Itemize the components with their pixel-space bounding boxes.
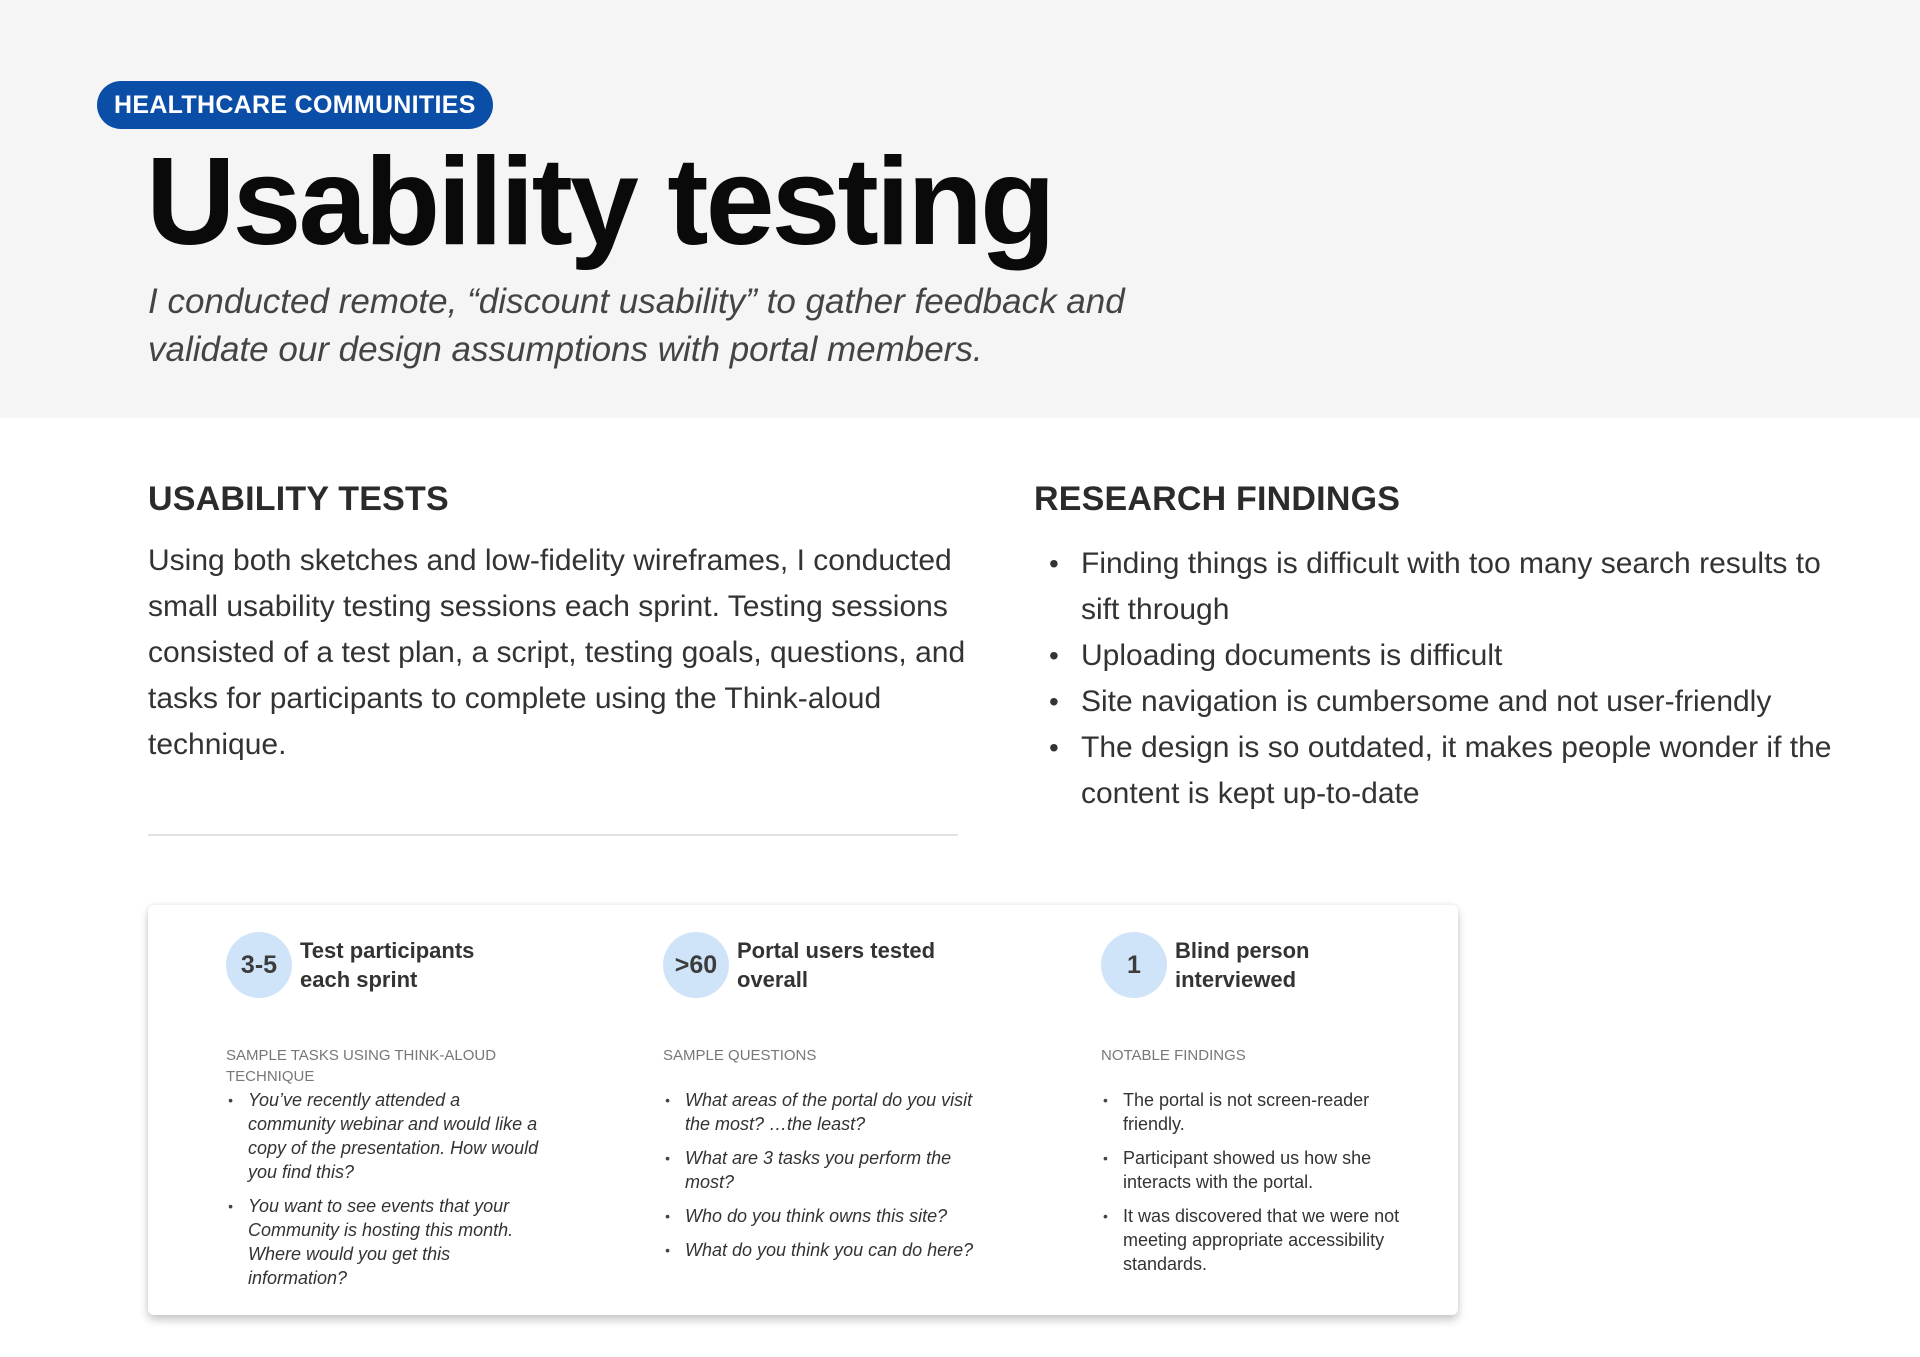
finding-item: • Site navigation is cumbersome and not user-friendly <box>1034 679 1834 725</box>
stat-label: Blind person interviewed <box>1175 938 1310 992</box>
list-item: • Participant showed us how she interacts with the portal. <box>1101 1146 1421 1194</box>
usability-tests-heading: USABILITY TESTS <box>148 480 449 518</box>
research-findings-heading: RESEARCH FINDINGS <box>1034 480 1401 518</box>
usability-tests-body: Using both sketches and low-fidelity wireframes, I conducted small usability testing sessions each sprint. Testing sessions consisted of a test plan, a script, testing goals, questions, and tasks for participants to complete using the Think-aloud technique. <box>148 544 966 761</box>
stats-column-portal-users <box>663 905 1003 1315</box>
stat-block <box>1101 929 1405 1001</box>
notable-findings-list <box>1101 1088 1421 1286</box>
list-item: • What do you think you can do here? <box>663 1238 983 1262</box>
stats-card <box>148 905 1458 1315</box>
sample-questions-list <box>663 1088 983 1272</box>
stat-circle: 1 <box>1101 932 1167 998</box>
stat-block <box>663 929 967 1001</box>
sample-tasks-list <box>226 1088 546 1300</box>
column-section-label: SAMPLE TASKS USING THINK-ALOUD TECHNIQUE <box>226 1047 497 1085</box>
page-title: Usability testing <box>146 133 1053 271</box>
stat-block <box>226 929 530 1001</box>
research-findings-list <box>1034 541 1834 817</box>
column-section-label: SAMPLE QUESTIONS <box>663 1047 817 1064</box>
list-item: • Who do you think owns this site? <box>663 1204 983 1228</box>
finding-item: • Finding things is difficult with too many search results to sift through <box>1034 541 1834 633</box>
finding-item: • Uploading documents is difficult <box>1034 633 1834 679</box>
list-item: • It was discovered that we were not meeting appropriate accessibility standards. <box>1101 1204 1421 1276</box>
section-divider <box>148 834 958 836</box>
stat-circle: 3-5 <box>226 932 292 998</box>
stats-column-participants <box>226 905 566 1315</box>
stat-circle: >60 <box>663 932 729 998</box>
list-item: • The portal is not screen-reader friendly. <box>1101 1088 1421 1136</box>
finding-item: • The design is so outdated, it makes people wonder if the content is kept up-to-date <box>1034 725 1834 817</box>
page-subtitle: I conducted remote, “discount usability” to gather feedback and validate our design assumptions with portal members. <box>148 282 1125 369</box>
category-tag: HEALTHCARE COMMUNITIES <box>97 81 493 129</box>
stat-label: Test participants each sprint <box>300 938 475 992</box>
stat-label: Portal users tested overall <box>737 938 936 992</box>
list-item: • You want to see events that your Community is hosting this month. Where would you get this information? <box>226 1194 546 1290</box>
list-item: • You’ve recently attended a community webinar and would like a copy of the presentation. How would you find this? <box>226 1088 546 1184</box>
column-section-label: NOTABLE FINDINGS <box>1101 1047 1246 1064</box>
stats-column-blind-person <box>1101 905 1441 1315</box>
list-item: • What are 3 tasks you perform the most? <box>663 1146 983 1194</box>
list-item: • What areas of the portal do you visit the most? …the least? <box>663 1088 983 1136</box>
